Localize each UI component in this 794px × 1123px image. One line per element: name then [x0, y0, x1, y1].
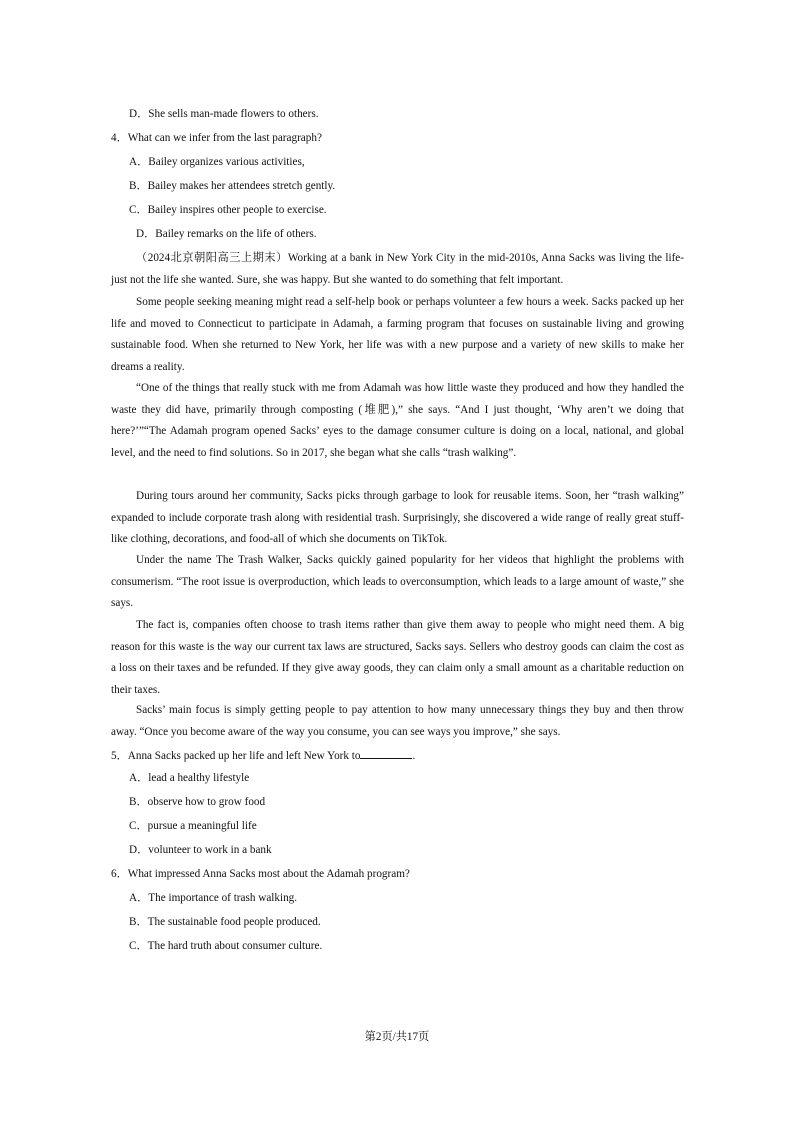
q3-option-d: D．She sells man-made flowers to others.: [129, 108, 319, 120]
passage-paragraph-6: The fact is, companies often choose to trash items rather than give them away to people who might need them. A big reason for this waste is the way our current tax laws are structured, Sacks says. Sellers who destroy goods can claim the cost as a loss on their taxes and be refunded. If they give away goods, they can claim only a small amount as a charitable reduction on their taxes.: [111, 619, 684, 696]
q5-option-c: C．pursue a meaningful life: [129, 820, 257, 832]
q5-option-b: B．observe how to grow food: [129, 796, 266, 808]
q6-option-a: A．The importance of trash walking.: [129, 892, 298, 904]
q5-option-a: A．lead a healthy lifestyle: [129, 772, 250, 784]
q4-option-d: D．Bailey remarks on the life of others.: [136, 228, 317, 240]
q4-option-a: A．Bailey organizes various activities,: [129, 156, 305, 168]
q5-option-d: D．volunteer to work in a bank: [129, 844, 272, 856]
q5-stem: [111, 749, 415, 762]
passage-paragraph-4: During tours around her community, Sacks picks through garbage to look for reusable items. Soon, her “trash walking” expanded to include corporate trash along with residential trash. Surprisingly, she discovered a wide range of really great stuff-like clothing, decorations, and food-all of which she documents on TikTok.: [111, 490, 684, 545]
q6-option-b: B．The sustainable food people produced.: [129, 916, 321, 928]
page-number: 第2页/共17页: [364, 1031, 430, 1043]
q5-stem-text: 5．Anna Sacks packed up her life and left New York to: [111, 750, 361, 762]
q4-option-c: C．Bailey inspires other people to exercise.: [129, 204, 327, 216]
passage-paragraph-2: Some people seeking meaning might read a self-help book or perhaps volunteer a few hours a week. Sacks packed up her life and moved to Connecticut to participate in Adamah, a farming program that focuses on sustainable living and growing sustainable food. When she returned to New York, her life was with a new purpose and a variety of new skills to make her dreams a reality.: [111, 296, 684, 373]
passage-paragraph-3: “One of the things that really stuck with me from Adamah was how little waste they produced and how they handled the waste they did have, primarily through composting (堆肥),” she says. “And I just thought, ‘Why aren’t we doing that here?’”“The Adamah program opened Sacks’ eyes to the damage consumer culture is doing on a local, national, and global level, and the need to find solutions. So in 2017, she began what she calls “trash walking”.: [111, 382, 684, 459]
passage-paragraph-7: Sacks’ main focus is simply getting people to pay attention to how many unnecessary things they buy and then throw away. “Once you become aware of the way you consume, you can see ways you improve,” she says.: [111, 704, 684, 738]
q4-stem: 4．What can we infer from the last paragraph?: [111, 132, 322, 144]
q6-option-c: C．The hard truth about consumer culture.: [129, 940, 323, 952]
q6-stem: 6．What impressed Anna Sacks most about the Adamah program?: [111, 868, 410, 880]
passage-paragraph-1: （2024北京朝阳高三上期末）Working at a bank in New York City in the mid-2010s, Anna Sacks was living the life-just not the life she wanted. Sure, she was happy. But she wanted to do something that felt important.: [111, 252, 684, 286]
answer-blank: [360, 749, 412, 759]
passage-paragraph-5: Under the name The Trash Walker, Sacks quickly gained popularity for her videos that highlight the problems with consumerism. “The root issue is overproduction, which leads to overconsumption, which leads to a large amount of waste,” she says.: [111, 554, 684, 609]
q4-option-b: B．Bailey makes her attendees stretch gently.: [129, 180, 336, 192]
q5-stem-end: .: [412, 750, 416, 762]
